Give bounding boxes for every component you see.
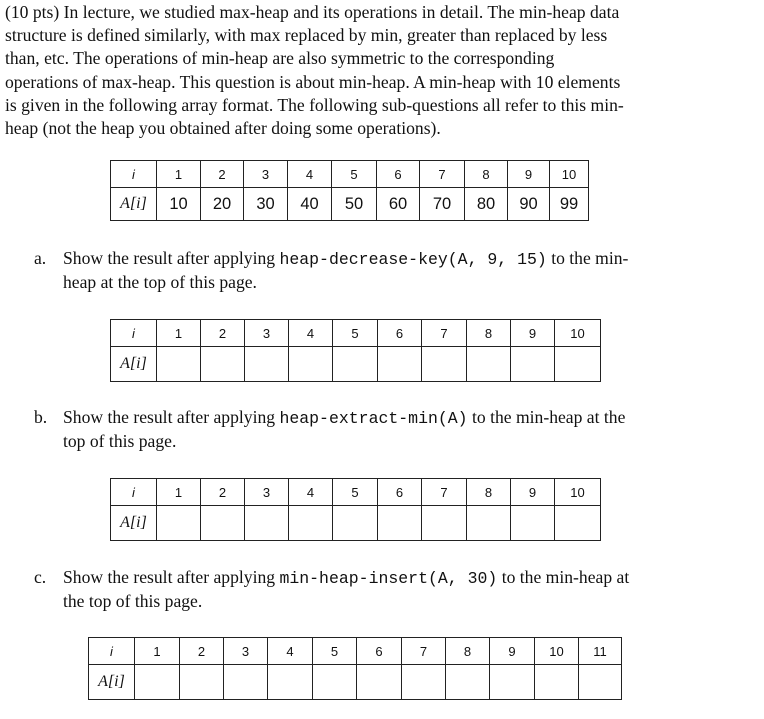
question-label: a.: [34, 248, 47, 268]
value-row-label: A[i]: [111, 347, 157, 382]
index-cell: 3: [244, 161, 288, 188]
value-row-label: A[i]: [89, 665, 135, 700]
answer-cell[interactable]: [201, 506, 245, 541]
index-cell: 8: [446, 638, 490, 665]
answer-cell[interactable]: [511, 506, 555, 541]
index-cell: 11: [579, 638, 622, 665]
index-cell: 10: [535, 638, 579, 665]
question-text-part: Show the result after applying: [63, 248, 280, 268]
index-cell: 9: [511, 320, 555, 347]
value-row-label: A[i]: [111, 506, 157, 541]
index-cell: 1: [157, 161, 201, 188]
answer-cell[interactable]: [135, 665, 180, 700]
value-cell: 50: [332, 188, 377, 221]
intro-line: than, etc. The operations of min-heap are also symmetric to the corresponding: [5, 48, 555, 69]
answer-cell[interactable]: [422, 347, 467, 382]
index-cell: 10: [555, 320, 601, 347]
intro-line: structure is defined similarly, with max replaced by min, greater than replaced by less: [5, 25, 608, 46]
index-cell: 9: [490, 638, 535, 665]
index-cell: 8: [467, 479, 511, 506]
index-cell: 8: [467, 320, 511, 347]
index-cell: 5: [333, 479, 378, 506]
question-c: [34, 566, 754, 614]
value-row-label: A[i]: [111, 188, 157, 221]
question-text-line: top of this page.: [63, 431, 177, 452]
problem-intro: [5, 1, 755, 140]
index-cell: 5: [333, 320, 378, 347]
answer-cell[interactable]: [333, 506, 378, 541]
answer-table-a: [110, 319, 601, 382]
index-cell: 10: [555, 479, 601, 506]
answer-cell[interactable]: [378, 506, 422, 541]
code-snippet: min-heap-insert(A, 30): [279, 569, 498, 588]
question-text-line: the top of this page.: [63, 591, 203, 612]
answer-cell[interactable]: [245, 347, 289, 382]
index-cell: 3: [245, 320, 289, 347]
intro-line: is given in the following array format. The following sub-questions all refer to this min-: [5, 94, 624, 115]
index-cell: 2: [180, 638, 224, 665]
index-cell: 5: [313, 638, 357, 665]
answer-cell[interactable]: [313, 665, 357, 700]
question-text-part: to the min-heap at: [497, 567, 630, 587]
question-text-part: to the min-: [546, 248, 629, 268]
index-cell: 6: [377, 161, 420, 188]
answer-table-b: [110, 478, 601, 541]
answer-cell[interactable]: [245, 506, 289, 541]
question-b: [34, 406, 754, 454]
answer-cell[interactable]: [467, 506, 511, 541]
question-text-part: to the min-heap at the: [467, 407, 626, 427]
index-cell: 1: [135, 638, 180, 665]
answer-cell[interactable]: [289, 506, 333, 541]
answer-cell[interactable]: [157, 347, 201, 382]
value-cell: 30: [244, 188, 288, 221]
answer-cell[interactable]: [555, 347, 601, 382]
question-label: b.: [34, 407, 48, 427]
value-cell: 40: [288, 188, 332, 221]
question-text: [63, 566, 733, 613]
intro-line: (10 pts) In lecture, we studied max-heap and its operations in detail. The min-heap data: [5, 2, 620, 22]
value-cell: 70: [420, 188, 465, 221]
question-text-line: heap at the top of this page.: [63, 272, 257, 293]
answer-cell[interactable]: [157, 506, 201, 541]
index-cell: 4: [268, 638, 313, 665]
answer-cell[interactable]: [579, 665, 622, 700]
answer-cell[interactable]: [511, 347, 555, 382]
answer-cell[interactable]: [555, 506, 601, 541]
answer-cell[interactable]: [180, 665, 224, 700]
value-cell: 90: [508, 188, 550, 221]
value-cell: 99: [550, 188, 589, 221]
index-row-label: i: [111, 320, 157, 347]
index-row-label: i: [111, 161, 157, 188]
index-cell: 9: [508, 161, 550, 188]
index-cell: 4: [289, 479, 333, 506]
answer-cell[interactable]: [446, 665, 490, 700]
answer-cell[interactable]: [289, 347, 333, 382]
question-text-part: Show the result after applying: [63, 407, 280, 427]
index-cell: 2: [201, 479, 245, 506]
answer-cell[interactable]: [467, 347, 511, 382]
intro-line: heap (not the heap you obtained after doing some operations).: [5, 118, 441, 139]
answer-cell[interactable]: [224, 665, 268, 700]
question-text: [63, 406, 733, 453]
index-cell: 6: [378, 320, 422, 347]
value-cell: 20: [201, 188, 244, 221]
answer-cell[interactable]: [402, 665, 446, 700]
index-cell: 2: [201, 320, 245, 347]
answer-cell[interactable]: [357, 665, 402, 700]
index-cell: 3: [245, 479, 289, 506]
value-cell: 80: [465, 188, 508, 221]
index-cell: 4: [289, 320, 333, 347]
answer-table-c: [88, 637, 622, 700]
intro-line: operations of max-heap. This question is about min-heap. A min-heap with 10 elements: [5, 71, 621, 92]
heap-array-table: [110, 160, 589, 221]
code-snippet: heap-decrease-key(A, 9, 15): [279, 250, 547, 269]
index-cell: 2: [201, 161, 244, 188]
index-row-label: i: [89, 638, 135, 665]
index-cell: 9: [511, 479, 555, 506]
index-cell: 10: [550, 161, 589, 188]
index-cell: 5: [332, 161, 377, 188]
index-cell: 6: [378, 479, 422, 506]
index-row-label: i: [111, 479, 157, 506]
index-cell: 8: [465, 161, 508, 188]
index-cell: 3: [224, 638, 268, 665]
index-cell: 1: [157, 320, 201, 347]
question-text: [63, 247, 733, 294]
index-cell: 7: [422, 320, 467, 347]
answer-cell[interactable]: [490, 665, 535, 700]
index-cell: 1: [157, 479, 201, 506]
index-cell: 4: [288, 161, 332, 188]
index-cell: 7: [402, 638, 446, 665]
answer-cell[interactable]: [333, 347, 378, 382]
answer-cell[interactable]: [535, 665, 579, 700]
answer-cell[interactable]: [201, 347, 245, 382]
index-cell: 6: [357, 638, 402, 665]
answer-cell[interactable]: [422, 506, 467, 541]
answer-cell[interactable]: [268, 665, 313, 700]
value-cell: 60: [377, 188, 420, 221]
code-snippet: heap-extract-min(A): [279, 409, 468, 428]
index-cell: 7: [420, 161, 465, 188]
question-a: [34, 247, 754, 295]
question-text-part: Show the result after applying: [63, 567, 280, 587]
answer-cell[interactable]: [378, 347, 422, 382]
value-cell: 10: [157, 188, 201, 221]
question-label: c.: [34, 567, 47, 587]
index-cell: 7: [422, 479, 467, 506]
